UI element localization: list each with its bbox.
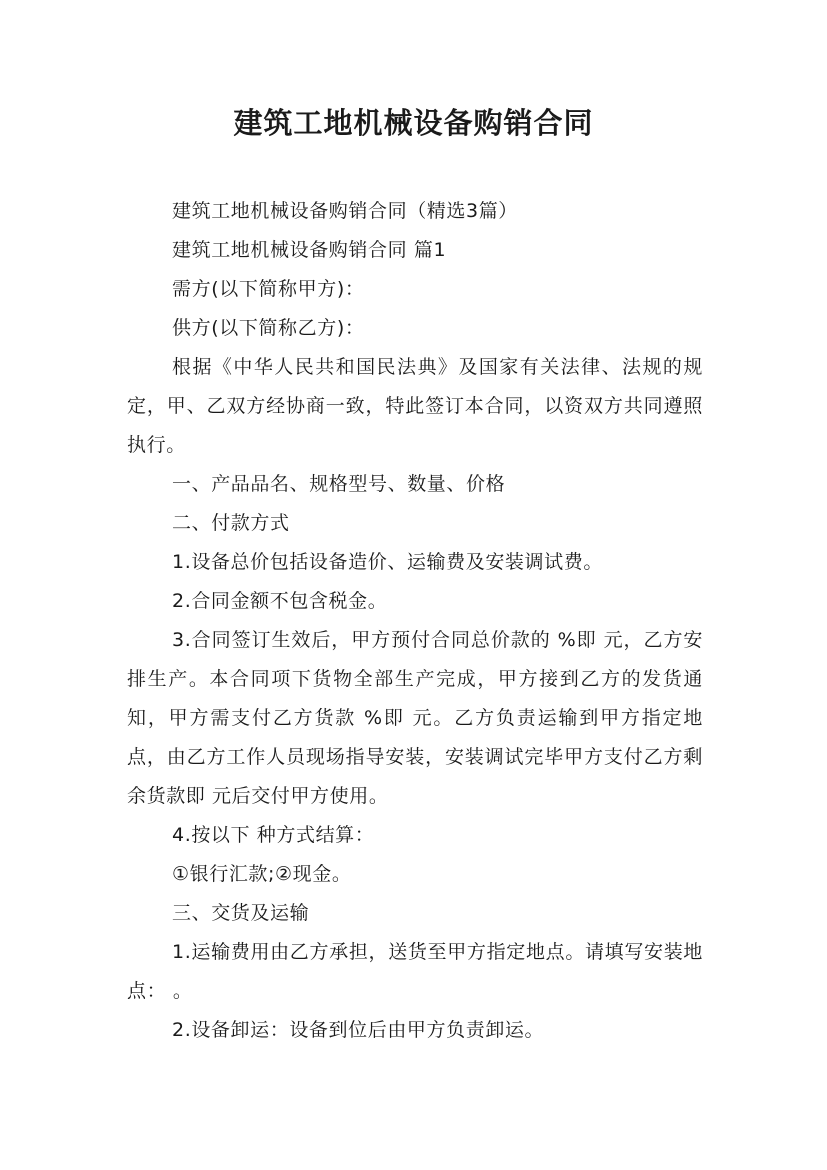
clause-heading-payment: 二、付款方式 <box>172 512 290 534</box>
preamble-paragraph: 根据《中华人民共和国民法典》及国家有关法律、法规的规定，甲、乙双方经协商一致，特此签订本合同，以资双方共同遵照执行。 <box>127 356 703 456</box>
payment-methods: ①银行汇款;②现金。 <box>172 863 352 885</box>
document-body <box>127 192 703 1050</box>
payment-item-3: 3.合同签订生效后，甲方预付合同总价款的 %即 元，乙方安排生产。本合同项下货物全部生产完成，甲方接到乙方的发货通知，甲方需支付乙方货款 %即 元。乙方负责运输到甲方指定地点，由乙方工作人员现场指导安装，安装调试完毕甲方支付乙方剩余货款即 元后交付甲方使用。 <box>127 629 703 807</box>
subtitle-paragraph: 建筑工地机械设备购销合同（精选3篇） <box>172 200 518 222</box>
supplier-line: 供方(以下简称乙方)： <box>172 317 365 339</box>
clause-heading-products: 一、产品品名、规格型号、数量、价格 <box>172 473 506 495</box>
clause-heading-delivery: 三、交货及运输 <box>172 902 310 924</box>
payment-item-4: 4.按以下 种方式结算： <box>172 824 375 846</box>
delivery-item-1: 1.运输费用由乙方承担，送货至甲方指定地点。请填写安装地点： 。 <box>127 941 703 1002</box>
payment-item-2: 2.合同金额不包含税金。 <box>172 590 388 612</box>
payment-item-1: 1.设备总价包括设备造价、运输费及安装调试费。 <box>172 551 603 573</box>
buyer-line: 需方(以下简称甲方)： <box>172 278 365 300</box>
section-heading-part1: 建筑工地机械设备购销合同 篇1 <box>172 239 447 261</box>
document-title: 建筑工地机械设备购销合同 <box>233 106 594 140</box>
delivery-item-2: 2.设备卸运：设备到位后由甲方负责卸运。 <box>172 1019 545 1041</box>
